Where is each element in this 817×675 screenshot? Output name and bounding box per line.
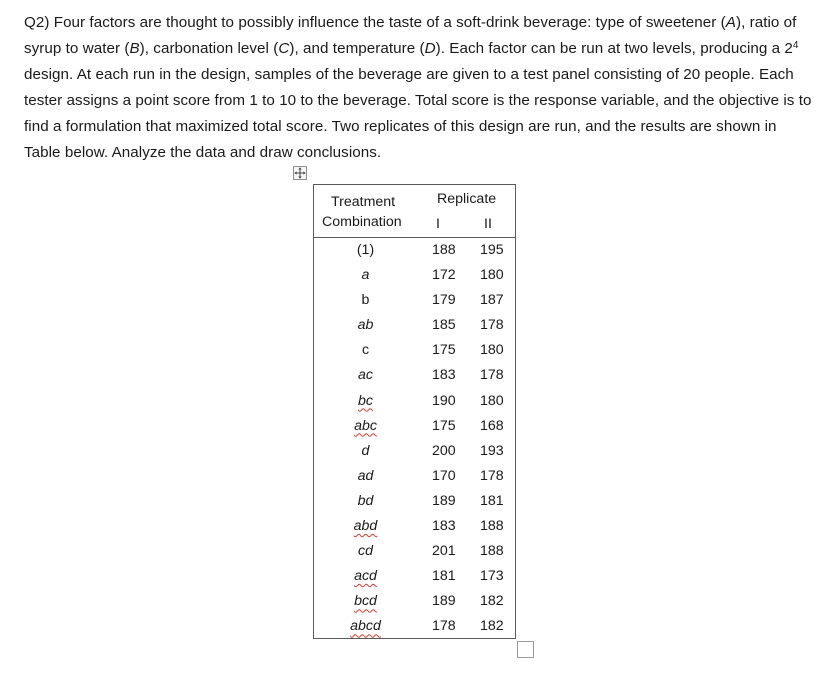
treatment-label: abd bbox=[353, 518, 378, 535]
treatment-label: b bbox=[361, 292, 370, 309]
replicate-1-cell: 170 bbox=[432, 467, 456, 484]
replicate-1-cell: 181 bbox=[432, 568, 456, 585]
treatment-cell bbox=[314, 468, 417, 484]
replicate-2-cell: 178 bbox=[480, 317, 504, 334]
table-row bbox=[314, 465, 515, 490]
replicate-1-cell: 183 bbox=[432, 518, 456, 535]
header-divider bbox=[314, 237, 515, 238]
header-replicate-2: II bbox=[484, 216, 492, 232]
factor-c: C bbox=[278, 40, 290, 57]
treatment-label: ab bbox=[357, 317, 374, 334]
replicate-2-cell: 182 bbox=[480, 593, 504, 610]
question-text: ). Each factor can be run at two levels, producing a 2 bbox=[435, 40, 793, 57]
table-row bbox=[314, 615, 515, 640]
factor-b: B bbox=[129, 40, 140, 57]
header-treatment: Treatment bbox=[331, 194, 396, 210]
replicate-2-cell: 178 bbox=[480, 367, 504, 384]
treatment-cell bbox=[314, 393, 417, 409]
replicate-1-cell: 178 bbox=[432, 618, 456, 635]
question-text-intro: Q2) Four factors are thought to possibly influence the taste of a soft-drink beverage: type of sweetener bbox=[24, 14, 717, 31]
treatment-cell bbox=[314, 518, 417, 534]
treatment-cell bbox=[314, 317, 417, 333]
replicate-2-cell: 173 bbox=[480, 568, 504, 585]
treatment-cell bbox=[314, 493, 417, 509]
table-row bbox=[314, 515, 515, 540]
table-row bbox=[314, 390, 515, 415]
replicate-1-cell: 189 bbox=[432, 492, 456, 509]
treatment-label: ad bbox=[357, 467, 374, 484]
treatment-cell bbox=[314, 568, 417, 584]
replicate-1-cell: 175 bbox=[432, 417, 456, 434]
treatment-label: ac bbox=[358, 367, 373, 384]
treatment-label: (1) bbox=[356, 242, 375, 258]
question-paragraph bbox=[24, 10, 814, 166]
treatment-cell bbox=[314, 443, 417, 459]
replicate-1-cell: 183 bbox=[432, 367, 456, 384]
replicate-2-cell: 193 bbox=[480, 442, 504, 459]
replicate-2-cell: 180 bbox=[480, 267, 504, 284]
treatment-cell bbox=[314, 593, 417, 609]
table-row bbox=[314, 264, 515, 289]
question-text: design. At each run in the design, samples of the beverage are given to a test panel consisting of 20 people. Each tester assigns a point score from 1 to 10 to the beverage. Total score is the response variable, and the objective is to find a formulation that maximized total score. Two replicates of this design are run, and the results are shown in Table below. Analyze the data and draw conclusions. bbox=[24, 66, 812, 161]
table-row bbox=[314, 540, 515, 565]
treatment-cell bbox=[314, 543, 417, 559]
replicate-2-cell: 178 bbox=[480, 467, 504, 484]
question-text: ), and temperature ( bbox=[289, 40, 425, 57]
table-row bbox=[314, 314, 515, 339]
question-text: ), carbonation level ( bbox=[139, 40, 279, 57]
table-row bbox=[314, 289, 515, 314]
replicate-1-cell: 172 bbox=[432, 267, 456, 284]
treatment-label: a bbox=[361, 267, 370, 284]
table-body bbox=[314, 239, 515, 641]
treatment-cell bbox=[314, 618, 417, 634]
replicate-2-cell: 188 bbox=[480, 518, 504, 535]
replicate-1-cell: 188 bbox=[432, 242, 456, 258]
treatment-label: bd bbox=[357, 492, 374, 509]
table-row bbox=[314, 490, 515, 515]
treatment-label: abcd bbox=[350, 618, 381, 635]
table-row bbox=[314, 239, 515, 264]
treatment-label: bc bbox=[358, 392, 373, 409]
replicate-1-cell: 179 bbox=[432, 292, 456, 309]
replicate-2-cell: 182 bbox=[480, 618, 504, 635]
design-exponent: 4 bbox=[792, 40, 799, 51]
table-row bbox=[314, 565, 515, 590]
replicate-1-cell: 189 bbox=[432, 593, 456, 610]
factor-a: A bbox=[725, 14, 736, 31]
treatment-label: acd bbox=[354, 568, 377, 585]
treatment-cell bbox=[314, 418, 417, 434]
table-row bbox=[314, 339, 515, 364]
treatment-cell bbox=[314, 342, 417, 358]
header-combination: Combination bbox=[322, 214, 402, 230]
replicate-2-cell: 180 bbox=[480, 392, 504, 409]
replicate-1-cell: 201 bbox=[432, 543, 456, 560]
replicate-2-cell: 181 bbox=[480, 492, 504, 509]
factor-d: D bbox=[424, 40, 436, 57]
treatment-cell bbox=[314, 292, 417, 308]
treatment-cell bbox=[314, 367, 417, 383]
header-replicate: Replicate bbox=[437, 191, 497, 207]
question-text: ( bbox=[720, 14, 726, 31]
data-table bbox=[313, 184, 516, 639]
treatment-cell bbox=[314, 267, 417, 283]
replicate-1-cell: 200 bbox=[432, 442, 456, 459]
table-row bbox=[314, 440, 515, 465]
table-row bbox=[314, 364, 515, 389]
treatment-cell bbox=[314, 242, 417, 258]
replicate-2-cell: 195 bbox=[480, 242, 504, 258]
question-text: ), ratio of syrup to water ( bbox=[24, 14, 797, 57]
treatment-label: cd bbox=[358, 543, 373, 560]
replicate-1-cell: 190 bbox=[432, 392, 456, 409]
replicate-2-cell: 168 bbox=[480, 417, 504, 434]
table-row bbox=[314, 590, 515, 615]
replicate-1-cell: 175 bbox=[432, 342, 456, 359]
treatment-label: abc bbox=[354, 417, 377, 434]
header-replicate-1: I bbox=[436, 216, 440, 232]
move-arrows-icon[interactable] bbox=[293, 166, 307, 180]
treatment-label: bcd bbox=[354, 593, 377, 610]
table-row bbox=[314, 415, 515, 440]
treatment-label: c bbox=[361, 342, 370, 359]
replicate-2-cell: 187 bbox=[480, 292, 504, 309]
replicate-1-cell: 185 bbox=[432, 317, 456, 334]
resize-corner-icon[interactable] bbox=[517, 641, 534, 658]
replicate-2-cell: 180 bbox=[480, 342, 504, 359]
replicate-2-cell: 188 bbox=[480, 543, 504, 560]
treatment-label: d bbox=[361, 442, 370, 459]
